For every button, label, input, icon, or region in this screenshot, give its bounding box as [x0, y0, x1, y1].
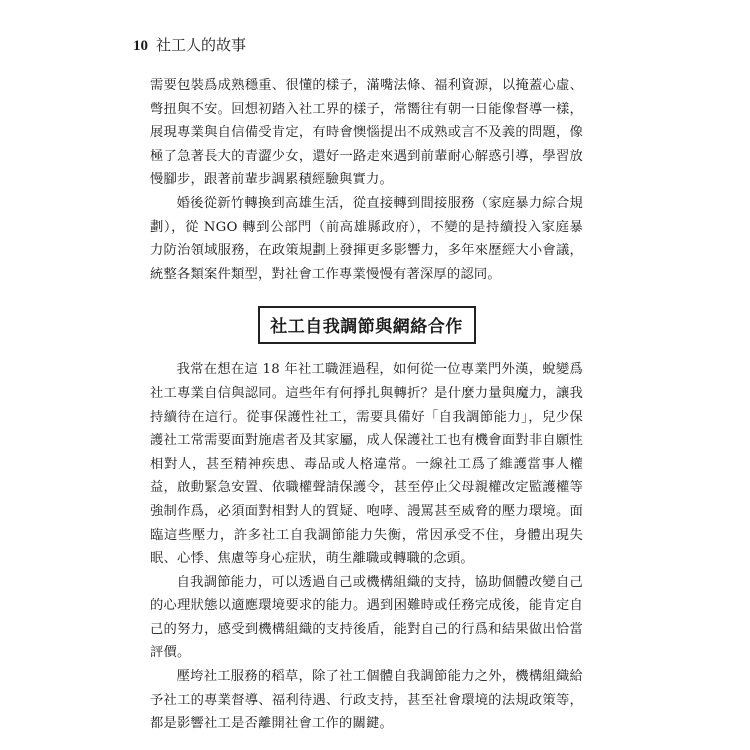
section-heading: 社工自我調節與網絡合作: [258, 306, 476, 344]
page-header: [133, 34, 246, 55]
page-number: 10: [133, 38, 148, 54]
paragraph: 我常在想在這 18 年社工職涯過程，如何從一位專業門外漢，蛻變爲社工專業自信與認同。這些年有何掙扎與轉折？是什麼力量與魔力，讓我持續待在這行。從事保護性社工，需要具備好「自我調節能力」，兒少保護社工常需要面對施虐者及其家屬，成人保護社工也有機會面對非自願性相對人，甚至精神疾患、毒品或人格違常。一線社工爲了維護當事人權益，啟動緊急安置、依職權聲請保護令，甚至停止父母親權改定監護權等強制作爲，必須面對相對人的質疑、咆哮、謾罵甚至威脅的壓力環境。面臨這些壓力，許多社工自我調節能力失衡，常因承受不住，身體出現失眠、心悸、焦慮等身心症狀，萌生離職或轉職的念頭。: [150, 362, 583, 567]
paragraph-continued: 需要包裝爲成熟穩重、很懂的樣子，滿嘴法條、福利資源，以掩蓋心虛、彆扭與不安。回想初踏入社工界的樣子，常嚮往有朝一日能像督導一樣，展現專業與自信備受肯定，有時會懊惱提出不成熟或言不及義的問題，像極了急著長大的青澀少女，還好一路走來遇到前輩耐心解惑引導，學習放慢腳步，跟著前輩步調累積經驗與實力。: [150, 78, 583, 188]
paragraph: 壓垮社工服務的稻草，除了社工個體自我調節能力之外，機構組織給予社工的專業督導、福利待遇、行政支持，甚至社會環境的法規政策等，都是影響社工是否離開社會工作的關鍵。: [150, 669, 583, 732]
paragraph: 自我調節能力，可以透過自己或機構組織的支持，協助個體改變自己的心理狀態以適應環境要求的能力。遇到困難時或任務完成後，能肯定自己的努力，感受到機構組織的支持後盾，能對自己的行爲和結果做出恰當評價。: [150, 574, 583, 661]
paragraph: 婚後從新竹轉換到高雄生活，從直接轉到間接服務（家庭暴力綜合規劃），從 NGO 轉到公部門（前高雄縣政府），不變的是持續投入家庭暴力防治領域服務，在政策規劃上發揮更多影響力，多年來歷經大小會議，統整各類案件類型，對社會工作專業慢慢有著深厚的認同。: [150, 195, 583, 282]
page-body: [150, 74, 583, 736]
running-title: 社工人的故事: [156, 36, 247, 54]
